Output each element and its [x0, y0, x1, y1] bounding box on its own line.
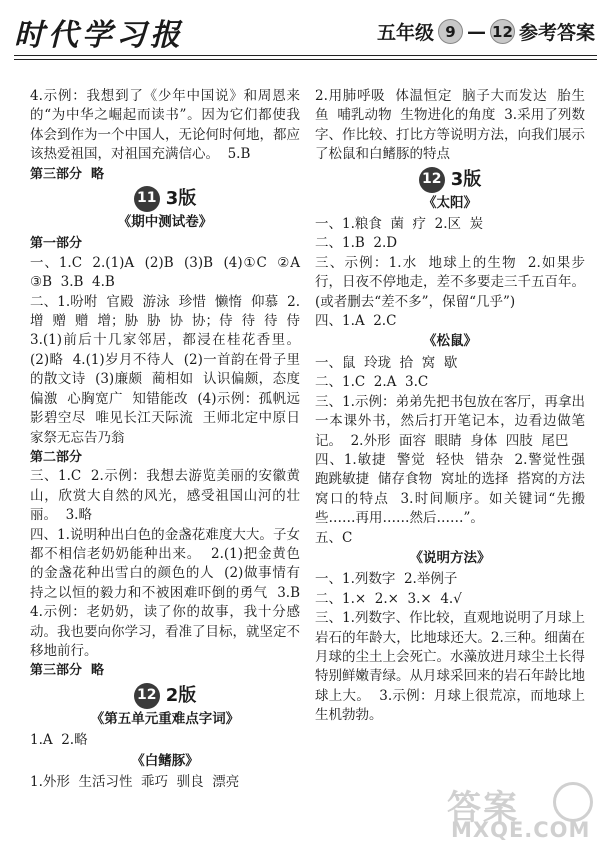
watermark-text: 答案 — [447, 788, 519, 828]
edition-label: 3版 — [165, 188, 197, 210]
site-watermark — [443, 780, 593, 842]
edition-banner — [315, 167, 585, 193]
watermark-domain: MXQE.COM — [451, 818, 591, 842]
grade-label: 五年级 — [376, 22, 434, 44]
section-heading: 第三部分 略 — [30, 663, 105, 679]
answer-paragraph: 一、鼠 玲珑 拾 窝 歇 — [315, 354, 458, 371]
answer-paragraph: 四、1.A 2.C — [315, 313, 397, 330]
header-page-range — [377, 18, 595, 45]
edition-number-badge: 12 — [134, 683, 160, 709]
range-dash: — — [466, 20, 486, 43]
article-title: 《太阳》 — [423, 194, 477, 211]
section-heading: 第二部分 — [30, 449, 83, 465]
watermark-ring-icon — [553, 782, 593, 822]
answer-paragraph: 三、示例：1.水 地球上的生物 2.如果步行，日夜不停地走，差不多要走三千五百年。(或者删去“差不多”，保留“几乎”) — [315, 254, 585, 310]
section-heading: 第一部分 — [30, 236, 83, 252]
answer-paragraph: 三、1.C 2.示例：我想去游览美丽的安徽黄山，欣赏大自然的风光，感受祖国山河的壮丽。 3.略 — [30, 468, 300, 524]
answer-paragraph: 四、1.敏捷 警觉 轻快 错杂 2.警觉性强 跑跳敏捷 储存食物 窝址的选择 搭窝的方法 窝口的特点 3.时间顺序。如关键词“先搬些……再用……然后……”。 — [315, 451, 594, 527]
answer-paragraph: 三、1.示例：弟弟先把书包放在客厅，再拿出一本课外书，然后打开笔记本，边看边做笔记。 2.外形 面容 眼睛 身体 四肢 尾巴 — [315, 393, 585, 449]
edition-banner — [30, 683, 300, 709]
answer-paragraph: 一、1.列数字 2.举例子 — [315, 571, 458, 588]
answer-paragraph: 三、1.列数字、作比较，直观地说明了月球上岩石的年龄大，比地球还大。2.三种。细菌在月球的尘土上会死亡。水藻放进月球尘土长得特别鲜嫩青绿。从月球采回来的岩石年龄比地球上大。 3.示例：月球上很荒凉，而地球上生机勃勃。 — [315, 610, 585, 724]
section-heading: 第三部分 略 — [30, 166, 105, 182]
edition-label: 3版 — [450, 168, 482, 190]
header-rule-top — [14, 55, 597, 56]
edition-banner — [30, 186, 300, 212]
answer-paragraph: 1.外形 生活习性 乖巧 驯良 漂亮 — [30, 774, 240, 790]
right-column — [315, 87, 594, 726]
edition-number-badge: 12 — [419, 167, 445, 193]
answer-paragraph: 2.用肺呼吸 体温恒定 脑子大而发达 胎生 鱼 哺乳动物 生物进化的角度 3.采用了列数字、作比较、打比方等说明方法，向我们展示了松鼠和白鳍豚的特点 — [315, 88, 594, 163]
answer-paragraph: 四、1.说明种出白色的金盏花难度大大。子女都不相信老奶奶能种出来。 2.(1)把金黄色的金盏花种出雪白的颜色的人 (2)做事情有持之以恒的毅力和不被困难吓倒的勇气 3.B 4.示例：老奶奶，读了你的故事，我十分感动。我也要向你学习，看准了目标，就坚定不移地前行。 — [30, 526, 309, 659]
header-rule-bottom — [14, 59, 597, 60]
answer-paragraph: 一、1.粮食 菌 疗 2.区 炭 — [315, 216, 484, 233]
left-column — [30, 87, 309, 792]
answer-paragraph: 五、C — [315, 529, 353, 546]
article-title: 《白鳍豚》 — [131, 752, 199, 769]
answer-paragraph: 二、1.B 2.D — [315, 235, 398, 252]
article-title: 《松鼠》 — [423, 333, 477, 350]
answer-paragraph: 4.示例：我想到了《少年中国说》和周恩来的“为中华之崛起而读书”。因为它们都使我体会到作为一个中国人，无论何时何地，都应该热爱祖国，对祖国充满信心。 5.B — [30, 88, 300, 163]
answer-paragraph: 二、1.吩咐 官殿 游泳 珍惜 懒惰 仰慕 2.增 赠 赠 增；胁 胁 协 协；侍 待 待 侍 3.(1)前后十几家邻居，都浸在桂花香里。 (2)略 4.(1)岁月不待人 (2)一首韵在骨子里的散文诗 (3)廉颇 蔺相如 认识偏颇，态度偏激 心胸宽广 知错能改 (4)示例：孤帆远影碧空尽 唯见长江天际流 王师北定中原日 家祭无忘告乃翁 — [30, 293, 309, 446]
answer-paragraph: 1.A 2.略 — [30, 732, 88, 749]
page-from-badge: 9 — [438, 19, 463, 44]
answer-paragraph: 一、1.C 2.(1)A (2)B (3)B (4)①C ②A ③B 3.B 4.B — [30, 254, 309, 291]
edition-label: 2版 — [165, 685, 197, 707]
article-title: 《期中测试卷》 — [117, 214, 213, 231]
article-title: 《第五单元重难点字词》 — [90, 710, 240, 727]
article-title: 《说明方法》 — [409, 549, 491, 566]
answer-key-label: 参考答案 — [518, 22, 595, 44]
newspaper-brand: 时代学习报 — [14, 18, 184, 53]
answer-paragraph: 二、1.C 2.A 3.C — [315, 374, 429, 391]
page-to-badge: 12 — [490, 19, 515, 44]
edition-number-badge: 11 — [134, 186, 160, 212]
answer-paragraph: 二、1.× 2.× 3.× 4.√ — [315, 590, 462, 607]
page-header — [0, 0, 611, 58]
